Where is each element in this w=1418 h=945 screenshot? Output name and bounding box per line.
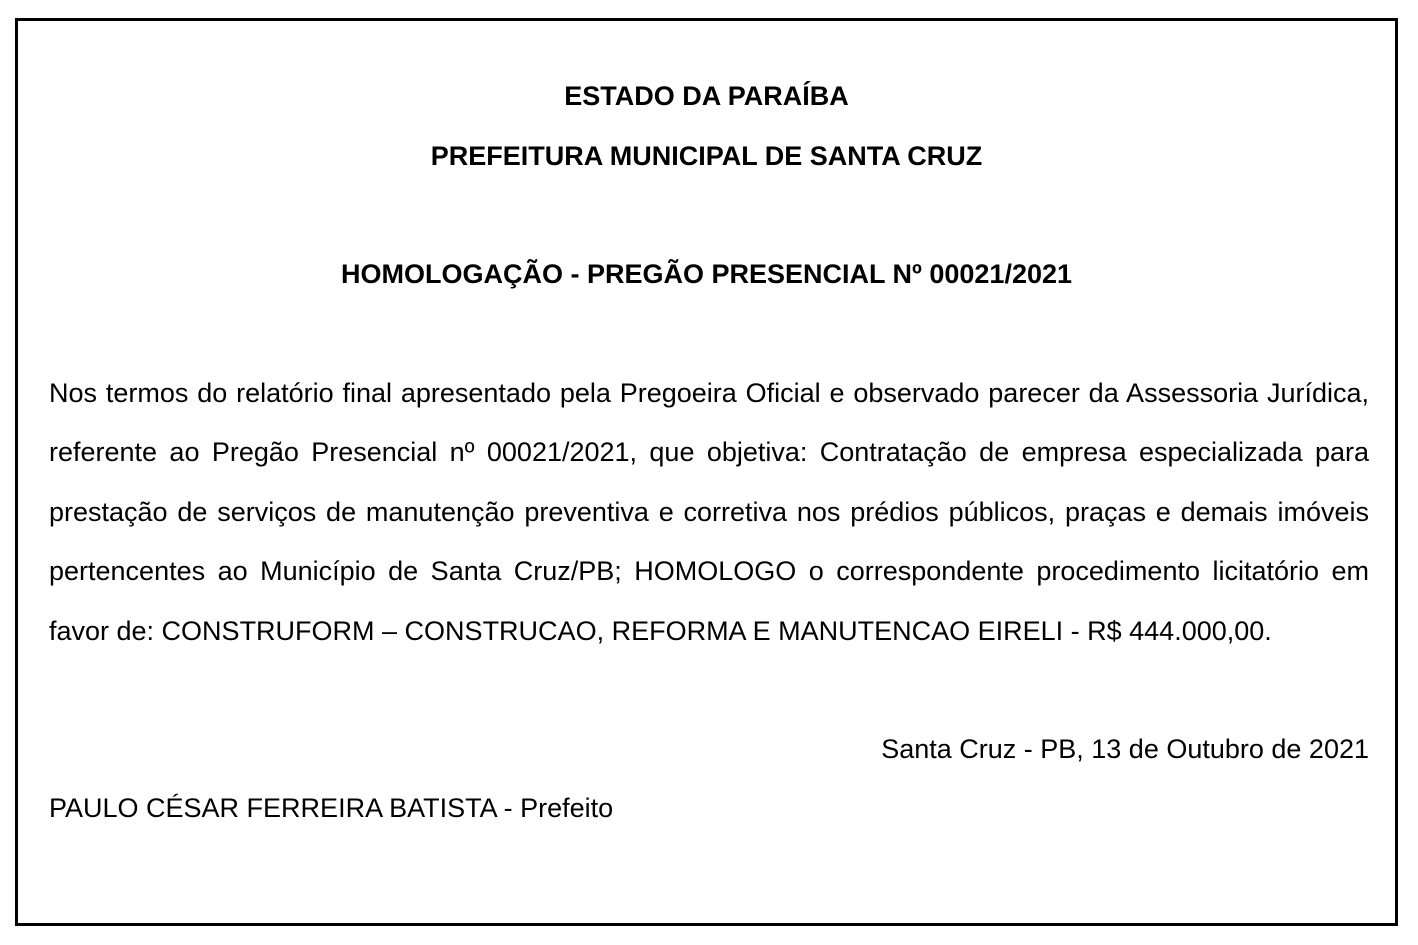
place-date: Santa Cruz - PB, 13 de Outubro de 2021	[881, 734, 1369, 764]
signature-line: PAULO CÉSAR FERREIRA BATISTA - Prefeito	[49, 793, 614, 823]
state-heading: ESTADO DA PARAÍBA	[564, 81, 849, 111]
document-frame	[15, 18, 1398, 926]
city-hall-heading: PREFEITURA MUNICIPAL DE SANTA CRUZ	[430, 141, 983, 171]
body-paragraph: Nos termos do relatório final apresentado pela Pregoeira Oficial e observado parecer da Assessoria Jurídica, referente ao Pregão Presencial nº 00021/2021, que objetiva: Contratação de empresa especializada para prestação de serviços de manutenção preventiva e corretiva nos prédios públicos, praças e demais imóveis pertencentes ao Município de Santa Cruz/PB; HOMOLOGO o correspondente procedimento licitatório em favor de: CONSTRUFORM – CONSTRUCAO, REFORMA E MANUTENCAO EIRELI - R$ 444.000,00.	[49, 378, 1369, 646]
document-title: HOMOLOGAÇÃO - PREGÃO PRESENCIAL Nº 00021/2021	[340, 259, 1073, 289]
